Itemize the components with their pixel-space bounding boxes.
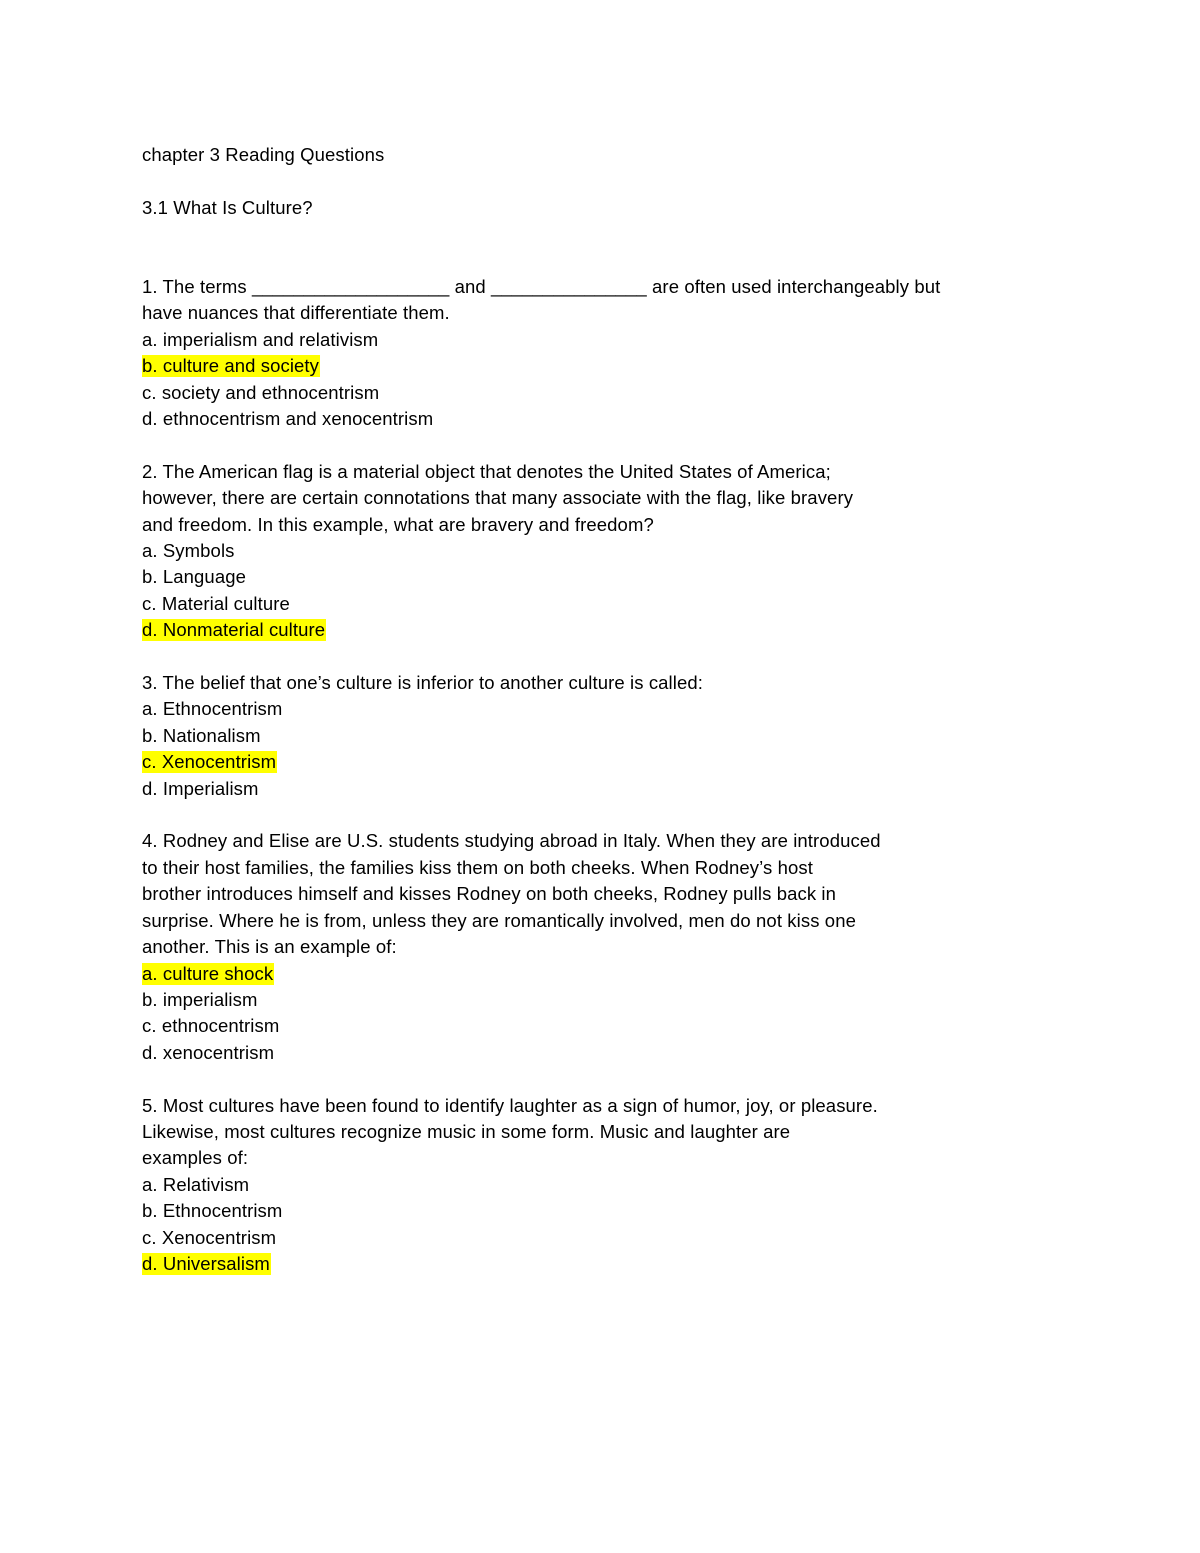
question-1: [142, 274, 962, 432]
question-text-line: 4. Rodney and Elise are U.S. students studying abroad in Italy. When they are introduced: [142, 830, 881, 852]
answer-option-text: c. Material culture: [142, 592, 290, 614]
answer-option: [142, 1013, 962, 1039]
question-text-line: 3. The belief that one’s culture is inferior to another culture is called:: [142, 672, 703, 694]
answer-option-text: d. xenocentrism: [142, 1041, 275, 1063]
question-text-line: 5. Most cultures have been found to identify laughter as a sign of humor, joy, or pleasure.: [142, 1094, 878, 1116]
section-heading: 3.1 What Is Culture?: [142, 196, 313, 218]
answer-option-text: a. Relativism: [142, 1173, 250, 1195]
answer-option: [142, 987, 962, 1013]
answer-option: [142, 380, 962, 406]
answer-option-text: c. ethnocentrism: [142, 1015, 280, 1037]
answer-option-text: c. society and ethnocentrism: [142, 381, 380, 403]
page-title: chapter 3 Reading Questions: [142, 144, 385, 165]
question-2: [142, 459, 962, 644]
question-text-line: have nuances that differentiate them.: [142, 302, 450, 324]
answer-option: [142, 538, 962, 564]
spacer: [142, 221, 962, 274]
answer-option-text: c. Xenocentrism: [142, 751, 277, 773]
answer-option-text: a. Symbols: [142, 540, 235, 562]
question-text-line: however, there are certain connotations that many associate with the flag, like bravery: [142, 487, 854, 509]
answer-option: [142, 327, 962, 353]
spacer: [142, 168, 962, 194]
answer-option-text: d. Imperialism: [142, 777, 259, 799]
answer-option-text: d. ethnocentrism and xenocentrism: [142, 408, 434, 430]
question-text-line: surprise. Where he is from, unless they are romantically involved, men do not kiss one: [142, 909, 856, 931]
document-content: [142, 142, 962, 1277]
question-text-line: another. This is an example of:: [142, 936, 397, 958]
answer-option-text: a. culture shock: [142, 962, 274, 984]
answer-option-text: c. Xenocentrism: [142, 1226, 277, 1248]
answer-option-highlighted: [142, 749, 962, 775]
answer-option-highlighted: [142, 1251, 962, 1277]
answer-option-highlighted: [142, 617, 962, 643]
answer-option: [142, 723, 962, 749]
answer-option-text: d. Nonmaterial culture: [142, 619, 326, 641]
question-text-line: 2. The American flag is a material object that denotes the United States of America;: [142, 460, 831, 482]
question-text-line: examples of:: [142, 1147, 249, 1169]
question-text-line: brother introduces himself and kisses Rodney on both cheeks, Rodney pulls back in: [142, 883, 837, 905]
answer-option-highlighted: [142, 353, 962, 379]
answer-option-text: a. Ethnocentrism: [142, 698, 283, 720]
answer-option: [142, 564, 962, 590]
answer-option: [142, 696, 962, 722]
answer-option-text: b. imperialism: [142, 988, 258, 1010]
question-3: [142, 670, 962, 802]
question-5: [142, 1093, 962, 1278]
spacer: [142, 644, 962, 670]
spacer: [142, 432, 962, 458]
question-text-line: to their host families, the families kiss them on both cheeks. When Rodney’s host: [142, 856, 813, 878]
question-4: [142, 828, 962, 1066]
answer-option-text: b. culture and society: [142, 355, 320, 377]
question-list: [142, 274, 962, 1277]
answer-option-text: b. Nationalism: [142, 724, 261, 746]
answer-option: [142, 1040, 962, 1066]
question-text-line: 1. The terms ___________________ and _______________ are often used interchangeably but: [142, 276, 941, 297]
answer-option-text: d. Universalism: [142, 1252, 270, 1274]
answer-option-text: b. Ethnocentrism: [142, 1200, 283, 1222]
answer-option: [142, 1198, 962, 1224]
answer-option: [142, 776, 962, 802]
answer-option: [142, 1172, 962, 1198]
spacer: [142, 802, 962, 828]
answer-option: [142, 591, 962, 617]
question-text-line: Likewise, most cultures recognize music in some form. Music and laughter are: [142, 1120, 791, 1142]
answer-option-highlighted: [142, 961, 962, 987]
question-text-line: and freedom. In this example, what are bravery and freedom?: [142, 513, 654, 535]
answer-option-text: a. imperialism and relativism: [142, 328, 379, 350]
answer-option: [142, 1225, 962, 1251]
spacer: [142, 1066, 962, 1092]
answer-option: [142, 406, 962, 432]
answer-option-text: b. Language: [142, 566, 246, 588]
